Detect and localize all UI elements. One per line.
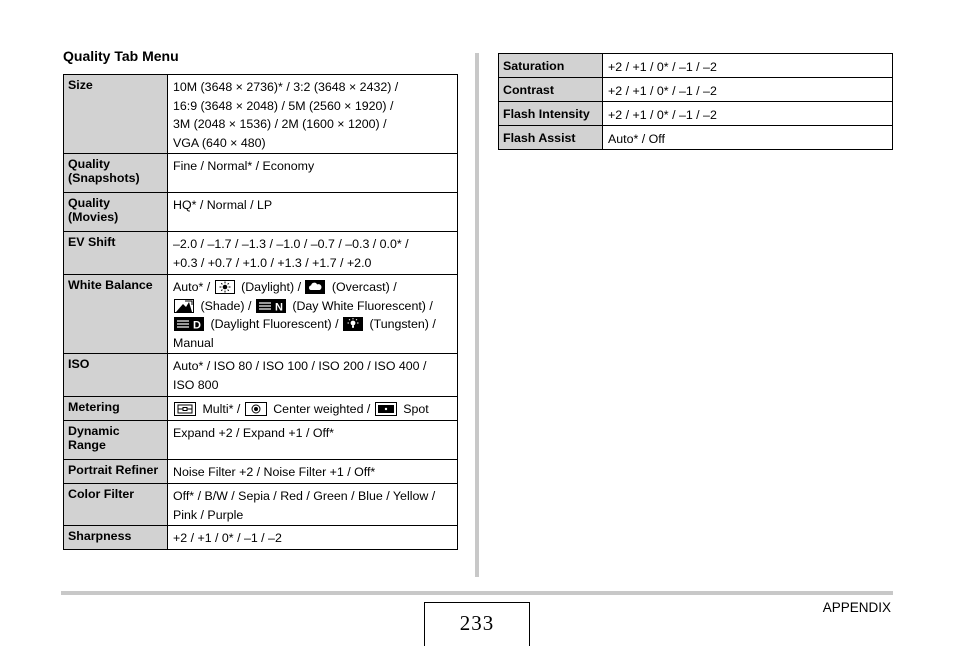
setting-value: +2 / +1 / 0* / –1 / –2 (603, 102, 893, 126)
label-line: Range (68, 438, 106, 452)
table-row-quality-movies (64, 193, 458, 232)
setting-value: +2 / +1 / 0* / –1 / –2 (603, 54, 893, 78)
icon-letter-n: N (274, 301, 283, 313)
setting-label: Saturation (499, 54, 603, 78)
table-row-dynamic-range (64, 421, 458, 460)
value-line: Off* / B/W / Sepia / Red / Green / Blue / Yellow / (173, 489, 436, 503)
setting-label: Sharpness (64, 526, 168, 550)
value-line: ISO 800 (173, 377, 219, 392)
value-line: 16:9 (3648 × 2048) / 5M (2560 × 1920) / (173, 98, 394, 113)
table-row-saturation (499, 54, 893, 78)
icon-letter-d: D (193, 319, 201, 331)
label-line: (Snapshots) (68, 171, 140, 185)
wb-tungsten: (Tungsten) / (369, 317, 436, 331)
footer-rule (61, 591, 893, 595)
wb-overcast: (Overcast) / (331, 280, 397, 294)
page-number: 233 (459, 611, 495, 635)
table-row-iso (64, 354, 458, 397)
setting-label: Flash Assist (499, 126, 603, 150)
label-line: Quality (68, 196, 110, 210)
section-label: APPENDIX (822, 600, 891, 615)
setting-value (168, 354, 458, 397)
spot-metering-icon (375, 402, 397, 416)
wb-daylight: (Daylight) / (241, 280, 302, 294)
setting-label: Size (64, 75, 168, 154)
setting-value (168, 397, 458, 421)
table-row-metering (64, 397, 458, 421)
setting-value: HQ* / Normal / LP (168, 193, 458, 232)
setting-label: White Balance (64, 275, 168, 354)
wb-day-white-fluorescent: (Day White Fluorescent) / (292, 298, 433, 313)
setting-label: Metering (64, 397, 168, 421)
page-number-box (424, 602, 530, 646)
table-row-flash-intensity (499, 102, 893, 126)
label-line: (Movies) (68, 210, 119, 224)
value-line: +0.3 / +0.7 / +1.0 / +1.3 / +1.7 / +2.0 (173, 255, 372, 270)
setting-value: Auto* / Off (603, 126, 893, 150)
metering-multi: Multi* / (202, 402, 241, 416)
value-line: 10M (3648 × 2736)* / 3:2 (3648 × 2432) / (173, 80, 399, 94)
setting-label: Contrast (499, 78, 603, 102)
column-divider (475, 53, 479, 577)
value-line: Pink / Purple (173, 507, 244, 522)
value-line (173, 278, 452, 297)
table-row-white-balance (64, 275, 458, 354)
setting-label: ISO (64, 354, 168, 397)
setting-value (168, 232, 458, 275)
setting-label: Flash Intensity (499, 102, 603, 126)
setting-value: Noise Filter +2 / Noise Filter +1 / Off* (168, 460, 458, 484)
label-line: Quality (68, 157, 110, 171)
value-line: VGA (640 × 480) (173, 135, 266, 150)
overcast-icon (305, 280, 325, 294)
setting-value: +2 / +1 / 0* / –1 / –2 (168, 526, 458, 550)
value-line (173, 297, 452, 316)
wb-shade: (Shade) / (200, 298, 252, 313)
metering-center: Center weighted / (273, 402, 371, 416)
table-row-sharpness (64, 526, 458, 550)
label-line: Dynamic (68, 424, 120, 438)
wb-daylight-fluorescent: (Daylight Fluorescent) / (210, 317, 339, 331)
daylight-icon (215, 280, 235, 294)
setting-label (64, 193, 168, 232)
daylight-fluorescent-icon (174, 317, 204, 331)
setting-label: EV Shift (64, 232, 168, 275)
wb-auto: Auto* / (173, 280, 211, 294)
value-line: 3M (2048 × 1536) / 2M (1600 × 1200) / (173, 117, 387, 131)
metering-spot: Spot (403, 402, 429, 416)
day-white-fluorescent-icon (256, 299, 286, 313)
value-line: –2.0 / –1.7 / –1.3 / –1.0 / –0.7 / –0.3 / 0.0* / (173, 237, 409, 251)
setting-value: Fine / Normal* / Economy (168, 154, 458, 193)
image-adjust-table (498, 53, 893, 150)
setting-value: Expand +2 / Expand +1 / Off* (168, 421, 458, 460)
tungsten-icon (343, 317, 363, 331)
value-line: Auto* / ISO 80 / ISO 100 / ISO 200 / ISO 400 / (173, 359, 427, 373)
shade-icon (174, 299, 194, 313)
setting-label: Portrait Refiner (64, 460, 168, 484)
table-row-flash-assist (499, 126, 893, 150)
table-row-ev-shift (64, 232, 458, 275)
table-row-size (64, 75, 458, 154)
table-row-portrait-refiner (64, 460, 458, 484)
setting-value (168, 275, 458, 354)
table-row-color-filter (64, 484, 458, 526)
setting-label: Color Filter (64, 484, 168, 526)
table-row-quality-snapshots (64, 154, 458, 193)
setting-value (168, 484, 458, 526)
setting-value (168, 75, 458, 154)
setting-label (64, 421, 168, 460)
value-line (173, 315, 452, 334)
multi-metering-icon (174, 402, 196, 416)
section-title: Quality Tab Menu (63, 48, 179, 64)
center-weighted-icon (245, 402, 267, 416)
table-row-contrast (499, 78, 893, 102)
setting-label (64, 154, 168, 193)
setting-value: +2 / +1 / 0* / –1 / –2 (603, 78, 893, 102)
wb-manual: Manual (173, 335, 214, 350)
quality-settings-table (63, 74, 458, 550)
